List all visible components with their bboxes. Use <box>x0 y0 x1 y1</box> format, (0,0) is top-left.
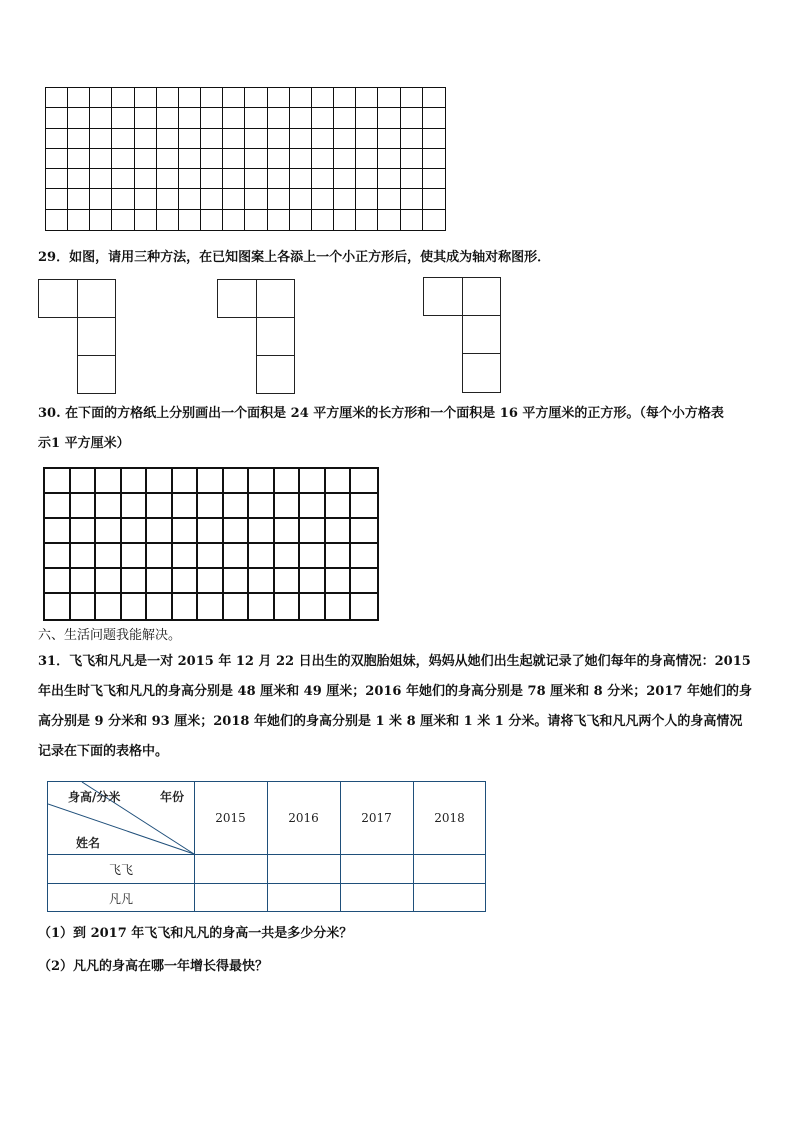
grid-cell[interactable] <box>275 519 301 544</box>
grid-cell[interactable] <box>326 519 352 544</box>
grid-cell[interactable] <box>223 149 245 169</box>
grid-cell[interactable] <box>45 519 71 544</box>
grid-cell[interactable] <box>46 189 68 209</box>
grid-paper-q30[interactable] <box>43 467 379 621</box>
grid-cell[interactable] <box>157 108 179 128</box>
grid-cell[interactable] <box>334 88 356 108</box>
grid-cell[interactable] <box>96 519 122 544</box>
grid-cell[interactable] <box>326 544 352 569</box>
grid-cell[interactable] <box>326 469 352 494</box>
grid-cell[interactable] <box>45 544 71 569</box>
grid-cell[interactable] <box>378 210 400 230</box>
grid-cell[interactable] <box>351 594 377 619</box>
grid-cell[interactable] <box>90 129 112 149</box>
grid-cell[interactable] <box>275 544 301 569</box>
grid-cell[interactable] <box>334 169 356 189</box>
grid-cell[interactable] <box>173 494 199 519</box>
grid-cell[interactable] <box>201 210 223 230</box>
grid-cell[interactable] <box>45 494 71 519</box>
grid-cell[interactable] <box>90 149 112 169</box>
grid-cell[interactable] <box>356 108 378 128</box>
grid-cell[interactable] <box>401 129 423 149</box>
grid-cell[interactable] <box>378 169 400 189</box>
grid-cell[interactable] <box>312 108 334 128</box>
grid-cell[interactable] <box>245 210 267 230</box>
question-31-sub1: （1）到 2017 年飞飞和凡凡的身高一共是多少分米？ <box>38 926 353 941</box>
grid-paper-top[interactable] <box>45 87 446 231</box>
grid-cell[interactable] <box>224 519 250 544</box>
grid-cell[interactable] <box>224 594 250 619</box>
grid-cell[interactable] <box>423 129 445 149</box>
grid-cell[interactable] <box>198 544 224 569</box>
grid-cell[interactable] <box>249 494 275 519</box>
grid-cell[interactable] <box>356 169 378 189</box>
grid-cell[interactable] <box>157 88 179 108</box>
grid-cell[interactable] <box>201 149 223 169</box>
question-31-line4: 记录在下面的表格中。 <box>38 744 169 759</box>
grid-cell[interactable] <box>223 210 245 230</box>
grid-cell[interactable] <box>46 129 68 149</box>
grid-cell[interactable] <box>157 189 179 209</box>
question-30-line2: 示1 平方厘米） <box>38 436 130 451</box>
year-2016: 2016 <box>288 811 319 825</box>
grid-cell[interactable] <box>96 594 122 619</box>
grid-cell[interactable] <box>173 594 199 619</box>
grid-cell[interactable] <box>201 88 223 108</box>
grid-cell[interactable] <box>122 594 148 619</box>
grid-cell[interactable] <box>423 149 445 169</box>
grid-cell[interactable] <box>46 149 68 169</box>
grid-cell[interactable] <box>173 469 199 494</box>
grid-cell[interactable] <box>198 494 224 519</box>
grid-cell[interactable] <box>245 169 267 189</box>
grid-cell[interactable] <box>46 88 68 108</box>
grid-cell[interactable] <box>268 210 290 230</box>
grid-cell[interactable] <box>351 544 377 569</box>
grid-cell[interactable] <box>68 210 90 230</box>
grid-cell[interactable] <box>423 108 445 128</box>
grid-cell[interactable] <box>268 88 290 108</box>
grid-cell[interactable] <box>201 189 223 209</box>
grid-cell[interactable] <box>90 169 112 189</box>
grid-cell[interactable] <box>135 129 157 149</box>
grid-cell[interactable] <box>68 189 90 209</box>
grid-cell[interactable] <box>201 108 223 128</box>
grid-cell[interactable] <box>45 569 71 594</box>
grid-cell[interactable] <box>268 108 290 128</box>
grid-cell[interactable] <box>68 169 90 189</box>
grid-cell[interactable] <box>356 189 378 209</box>
grid-cell[interactable] <box>268 129 290 149</box>
grid-cell[interactable] <box>275 569 301 594</box>
grid-cell[interactable] <box>378 189 400 209</box>
grid-cell[interactable] <box>275 494 301 519</box>
grid-cell[interactable] <box>223 129 245 149</box>
grid-cell[interactable] <box>290 149 312 169</box>
grid-cell[interactable] <box>378 149 400 169</box>
grid-cell[interactable] <box>300 569 326 594</box>
grid-cell[interactable] <box>334 129 356 149</box>
grid-cell[interactable] <box>96 569 122 594</box>
year-2017: 2017 <box>361 811 392 825</box>
grid-cell[interactable] <box>135 169 157 189</box>
grid-cell[interactable] <box>223 189 245 209</box>
name-feifei: 飞飞 <box>108 863 133 877</box>
grid-cell[interactable] <box>312 169 334 189</box>
year-2018: 2018 <box>434 811 465 825</box>
grid-cell[interactable] <box>224 494 250 519</box>
question-31-line3: 高分别是 9 分米和 93 厘米；2018 年她们的身高分别是 1 米 8 厘米和 1 米 1 分米。请将飞飞和凡凡两个人的身高情况 <box>38 714 743 729</box>
grid-cell[interactable] <box>423 88 445 108</box>
grid-cell[interactable] <box>312 129 334 149</box>
grid-cell[interactable] <box>135 108 157 128</box>
grid-cell[interactable] <box>423 189 445 209</box>
grid-cell[interactable] <box>423 210 445 230</box>
grid-cell[interactable] <box>223 169 245 189</box>
grid-cell[interactable] <box>198 569 224 594</box>
grid-cell[interactable] <box>179 129 201 149</box>
grid-cell[interactable] <box>249 469 275 494</box>
grid-cell[interactable] <box>96 469 122 494</box>
grid-cell[interactable] <box>135 88 157 108</box>
grid-cell[interactable] <box>112 108 134 128</box>
grid-cell[interactable] <box>401 169 423 189</box>
grid-cell[interactable] <box>275 594 301 619</box>
grid-cell[interactable] <box>378 129 400 149</box>
grid-cell[interactable] <box>401 88 423 108</box>
grid-cell[interactable] <box>157 149 179 169</box>
header-year-label: 年份 <box>160 790 185 804</box>
grid-cell[interactable] <box>179 149 201 169</box>
grid-cell[interactable] <box>198 469 224 494</box>
grid-cell[interactable] <box>96 544 122 569</box>
grid-cell[interactable] <box>300 594 326 619</box>
grid-cell[interactable] <box>112 169 134 189</box>
grid-cell[interactable] <box>224 569 250 594</box>
grid-cell[interactable] <box>71 569 97 594</box>
grid-cell[interactable] <box>334 149 356 169</box>
grid-cell[interactable] <box>135 149 157 169</box>
grid-cell[interactable] <box>401 149 423 169</box>
grid-cell[interactable] <box>356 210 378 230</box>
grid-cell[interactable] <box>201 129 223 149</box>
grid-cell[interactable] <box>351 469 377 494</box>
grid-cell[interactable] <box>300 519 326 544</box>
grid-cell[interactable] <box>356 88 378 108</box>
grid-cell[interactable] <box>268 189 290 209</box>
grid-cell[interactable] <box>334 189 356 209</box>
grid-cell[interactable] <box>245 129 267 149</box>
grid-cell[interactable] <box>326 494 352 519</box>
section-6-title: 六、生活问题我能解决。 <box>38 628 182 643</box>
grid-cell[interactable] <box>201 169 223 189</box>
grid-cell[interactable] <box>122 569 148 594</box>
grid-cell[interactable] <box>71 519 97 544</box>
grid-cell[interactable] <box>122 544 148 569</box>
grid-cell[interactable] <box>401 189 423 209</box>
grid-cell[interactable] <box>290 210 312 230</box>
grid-cell[interactable] <box>68 108 90 128</box>
grid-cell[interactable] <box>45 469 71 494</box>
grid-cell[interactable] <box>179 169 201 189</box>
grid-cell[interactable] <box>112 88 134 108</box>
grid-cell[interactable] <box>135 189 157 209</box>
grid-cell[interactable] <box>300 544 326 569</box>
height-record-table <box>47 781 486 912</box>
grid-cell[interactable] <box>351 494 377 519</box>
grid-cell[interactable] <box>112 129 134 149</box>
grid-cell[interactable] <box>173 544 199 569</box>
grid-cell[interactable] <box>223 88 245 108</box>
grid-cell[interactable] <box>312 189 334 209</box>
grid-cell[interactable] <box>356 129 378 149</box>
grid-cell[interactable] <box>198 594 224 619</box>
grid-cell[interactable] <box>268 149 290 169</box>
grid-cell[interactable] <box>300 469 326 494</box>
grid-cell[interactable] <box>249 519 275 544</box>
grid-cell[interactable] <box>290 189 312 209</box>
grid-cell[interactable] <box>245 189 267 209</box>
grid-cell[interactable] <box>179 108 201 128</box>
grid-cell[interactable] <box>68 129 90 149</box>
grid-cell[interactable] <box>245 149 267 169</box>
grid-cell[interactable] <box>147 544 173 569</box>
grid-cell[interactable] <box>173 519 199 544</box>
grid-cell[interactable] <box>112 189 134 209</box>
grid-cell[interactable] <box>45 594 71 619</box>
grid-cell[interactable] <box>71 494 97 519</box>
grid-cell[interactable] <box>135 210 157 230</box>
grid-cell[interactable] <box>334 210 356 230</box>
grid-cell[interactable] <box>112 210 134 230</box>
grid-cell[interactable] <box>334 108 356 128</box>
grid-cell[interactable] <box>290 129 312 149</box>
grid-cell[interactable] <box>147 469 173 494</box>
grid-cell[interactable] <box>423 169 445 189</box>
grid-cell[interactable] <box>290 88 312 108</box>
grid-cell[interactable] <box>122 469 148 494</box>
grid-cell[interactable] <box>147 494 173 519</box>
grid-cell[interactable] <box>71 544 97 569</box>
header-name-label: 姓名 <box>76 836 101 850</box>
grid-cell[interactable] <box>68 149 90 169</box>
question-31-sub2: （2）凡凡的身高在哪一年增长得最快？ <box>38 959 269 974</box>
grid-cell[interactable] <box>71 594 97 619</box>
grid-cell[interactable] <box>351 569 377 594</box>
grid-cell[interactable] <box>96 494 122 519</box>
grid-cell[interactable] <box>90 88 112 108</box>
question-29: 29．如图，请用三种方法，在已知图案上各添上一个小正方形后，使其成为轴对称图形． <box>38 250 551 265</box>
grid-cell[interactable] <box>401 210 423 230</box>
grid-cell[interactable] <box>198 519 224 544</box>
grid-cell[interactable] <box>122 519 148 544</box>
grid-cell[interactable] <box>249 544 275 569</box>
grid-cell[interactable] <box>312 88 334 108</box>
grid-cell[interactable] <box>179 189 201 209</box>
grid-cell[interactable] <box>179 88 201 108</box>
grid-cell[interactable] <box>112 149 134 169</box>
grid-cell[interactable] <box>46 169 68 189</box>
grid-cell[interactable] <box>351 519 377 544</box>
grid-cell[interactable] <box>46 210 68 230</box>
grid-cell[interactable] <box>224 544 250 569</box>
grid-cell[interactable] <box>46 108 68 128</box>
grid-cell[interactable] <box>290 108 312 128</box>
question-31-line1: 31．飞飞和凡凡是一对 2015 年 12 月 22 日出生的双胞胎姐妹，妈妈从她们出生起就记录了她们每年的身高情况：2015 <box>38 654 751 669</box>
grid-cell[interactable] <box>312 210 334 230</box>
grid-cell[interactable] <box>90 189 112 209</box>
header-height-label: 身高/分米 <box>68 790 121 804</box>
grid-cell[interactable] <box>179 210 201 230</box>
grid-cell[interactable] <box>68 88 90 108</box>
grid-cell[interactable] <box>312 149 334 169</box>
grid-cell[interactable] <box>378 88 400 108</box>
grid-cell[interactable] <box>147 569 173 594</box>
grid-cell[interactable] <box>157 210 179 230</box>
grid-cell[interactable] <box>173 569 199 594</box>
year-2015: 2015 <box>215 811 246 825</box>
grid-cell[interactable] <box>147 519 173 544</box>
grid-cell[interactable] <box>224 469 250 494</box>
grid-cell[interactable] <box>249 594 275 619</box>
grid-cell[interactable] <box>249 569 275 594</box>
grid-cell[interactable] <box>356 149 378 169</box>
grid-cell[interactable] <box>147 594 173 619</box>
question-30-line1: 30. 在下面的方格纸上分别画出一个面积是 24 平方厘米的长方形和一个面积是 16 平方厘米的正方形。（每个小方格表 <box>38 406 724 421</box>
grid-cell[interactable] <box>300 494 326 519</box>
grid-cell[interactable] <box>122 494 148 519</box>
name-fanfan: 凡凡 <box>108 892 133 906</box>
grid-cell[interactable] <box>245 88 267 108</box>
grid-cell[interactable] <box>401 108 423 128</box>
grid-cell[interactable] <box>71 469 97 494</box>
grid-cell[interactable] <box>326 594 352 619</box>
grid-cell[interactable] <box>268 169 290 189</box>
grid-cell[interactable] <box>90 210 112 230</box>
grid-cell[interactable] <box>378 108 400 128</box>
grid-cell[interactable] <box>326 569 352 594</box>
grid-cell[interactable] <box>157 169 179 189</box>
grid-cell[interactable] <box>275 469 301 494</box>
grid-cell[interactable] <box>90 108 112 128</box>
grid-cell[interactable] <box>245 108 267 128</box>
question-31-line2: 年出生时飞飞和凡凡的身高分别是 48 厘米和 49 厘米；2016 年她们的身高分别是 78 厘米和 8 分米；2017 年她们的身 <box>38 684 752 699</box>
grid-cell[interactable] <box>157 129 179 149</box>
grid-cell[interactable] <box>223 108 245 128</box>
grid-cell[interactable] <box>290 169 312 189</box>
